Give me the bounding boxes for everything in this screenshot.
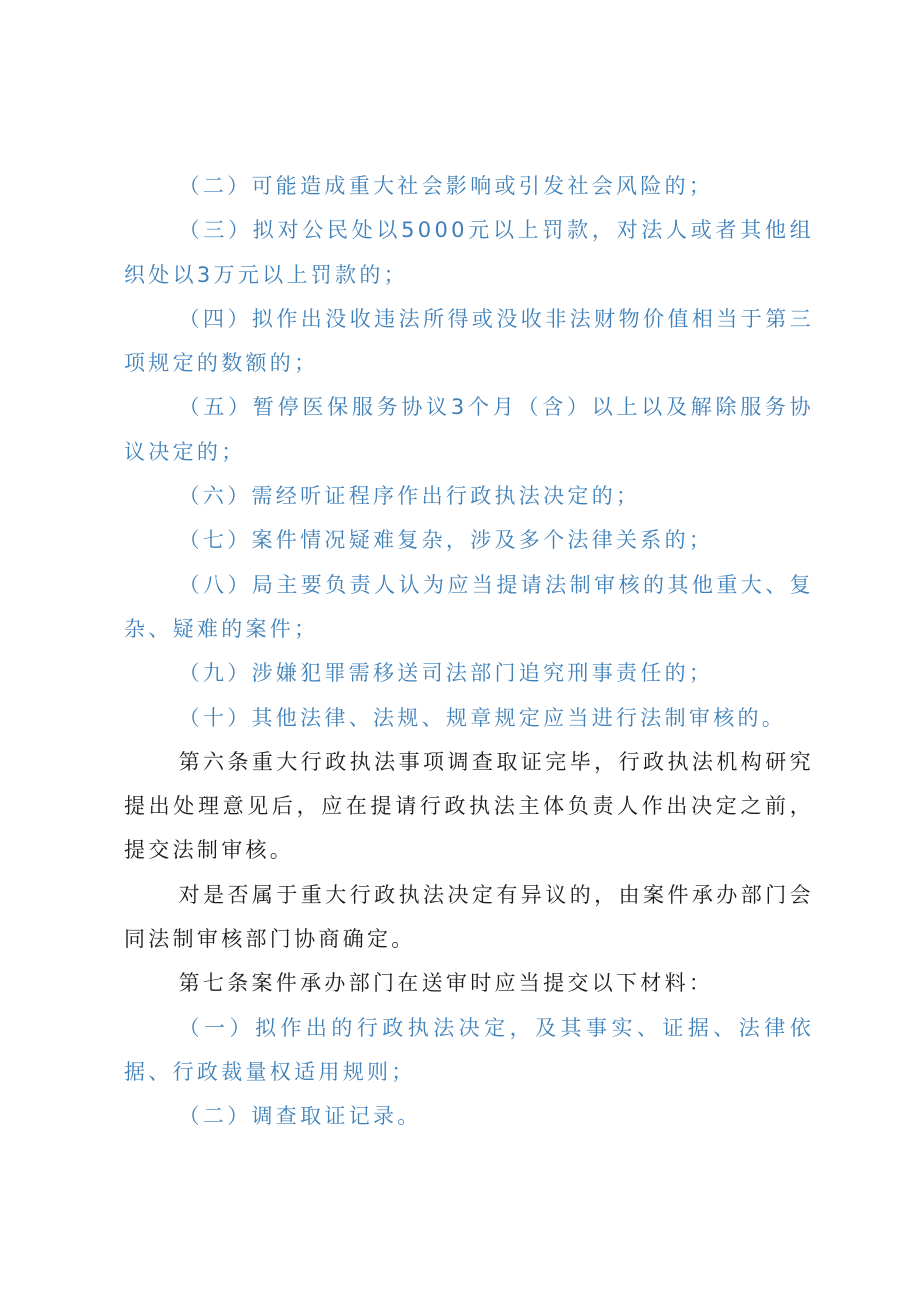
article-7-paragraph: 第七条案件承办部门在送审时应当提交以下材料： [178, 971, 714, 996]
clause-10-paragraph: （十）其他法律、法规、规章规定应当进行法制审核的。 [178, 705, 787, 730]
clause-2-paragraph: （二）可能造成重大社会影响或引发社会风险的； [178, 174, 714, 198]
article-6-paragraph: 第六条重大行政执法事项调查取证完毕，行政执法机构研究提出处理意见后，应在提请行政执法主体负责人作出决定之前，提交法制审核。 [124, 749, 814, 863]
clause-4-paragraph: （四）拟作出没收违法所得或没收非法财物价值相当于第三项规定的数额的； [124, 306, 814, 376]
article-6-objection-paragraph: 对是否属于重大行政执法决定有异议的，由案件承办部门会同法制审核部门协商确定。 [124, 882, 814, 952]
clause-9-paragraph: （九）涉嫌犯罪需移送司法部门追究刑事责任的； [178, 661, 714, 686]
clause-8-paragraph: （八）局主要负责人认为应当提请法制审核的其他重大、复杂、疑难的案件； [124, 572, 814, 641]
material-1-paragraph: （一）拟作出的行政执法决定，及其事实、证据、法律依据、行政裁量权适用规则； [124, 1015, 814, 1084]
clause-6-paragraph: （六）需经听证程序作出行政执法决定的； [178, 484, 641, 509]
clause-7-paragraph: （七）案件情况疑难复杂，涉及多个法律关系的； [178, 528, 714, 553]
clause-3-paragraph: （三）拟对公民处以5000元以上罚款，对法人或者其他组织处以3万元以上罚款的； [124, 218, 814, 287]
material-2-paragraph: （二）调查取证记录。 [178, 1104, 422, 1129]
clause-5-paragraph: （五）暂停医保服务协议3个月（含）以上以及解除服务协议决定的； [124, 395, 814, 464]
document-body [124, 164, 814, 1139]
